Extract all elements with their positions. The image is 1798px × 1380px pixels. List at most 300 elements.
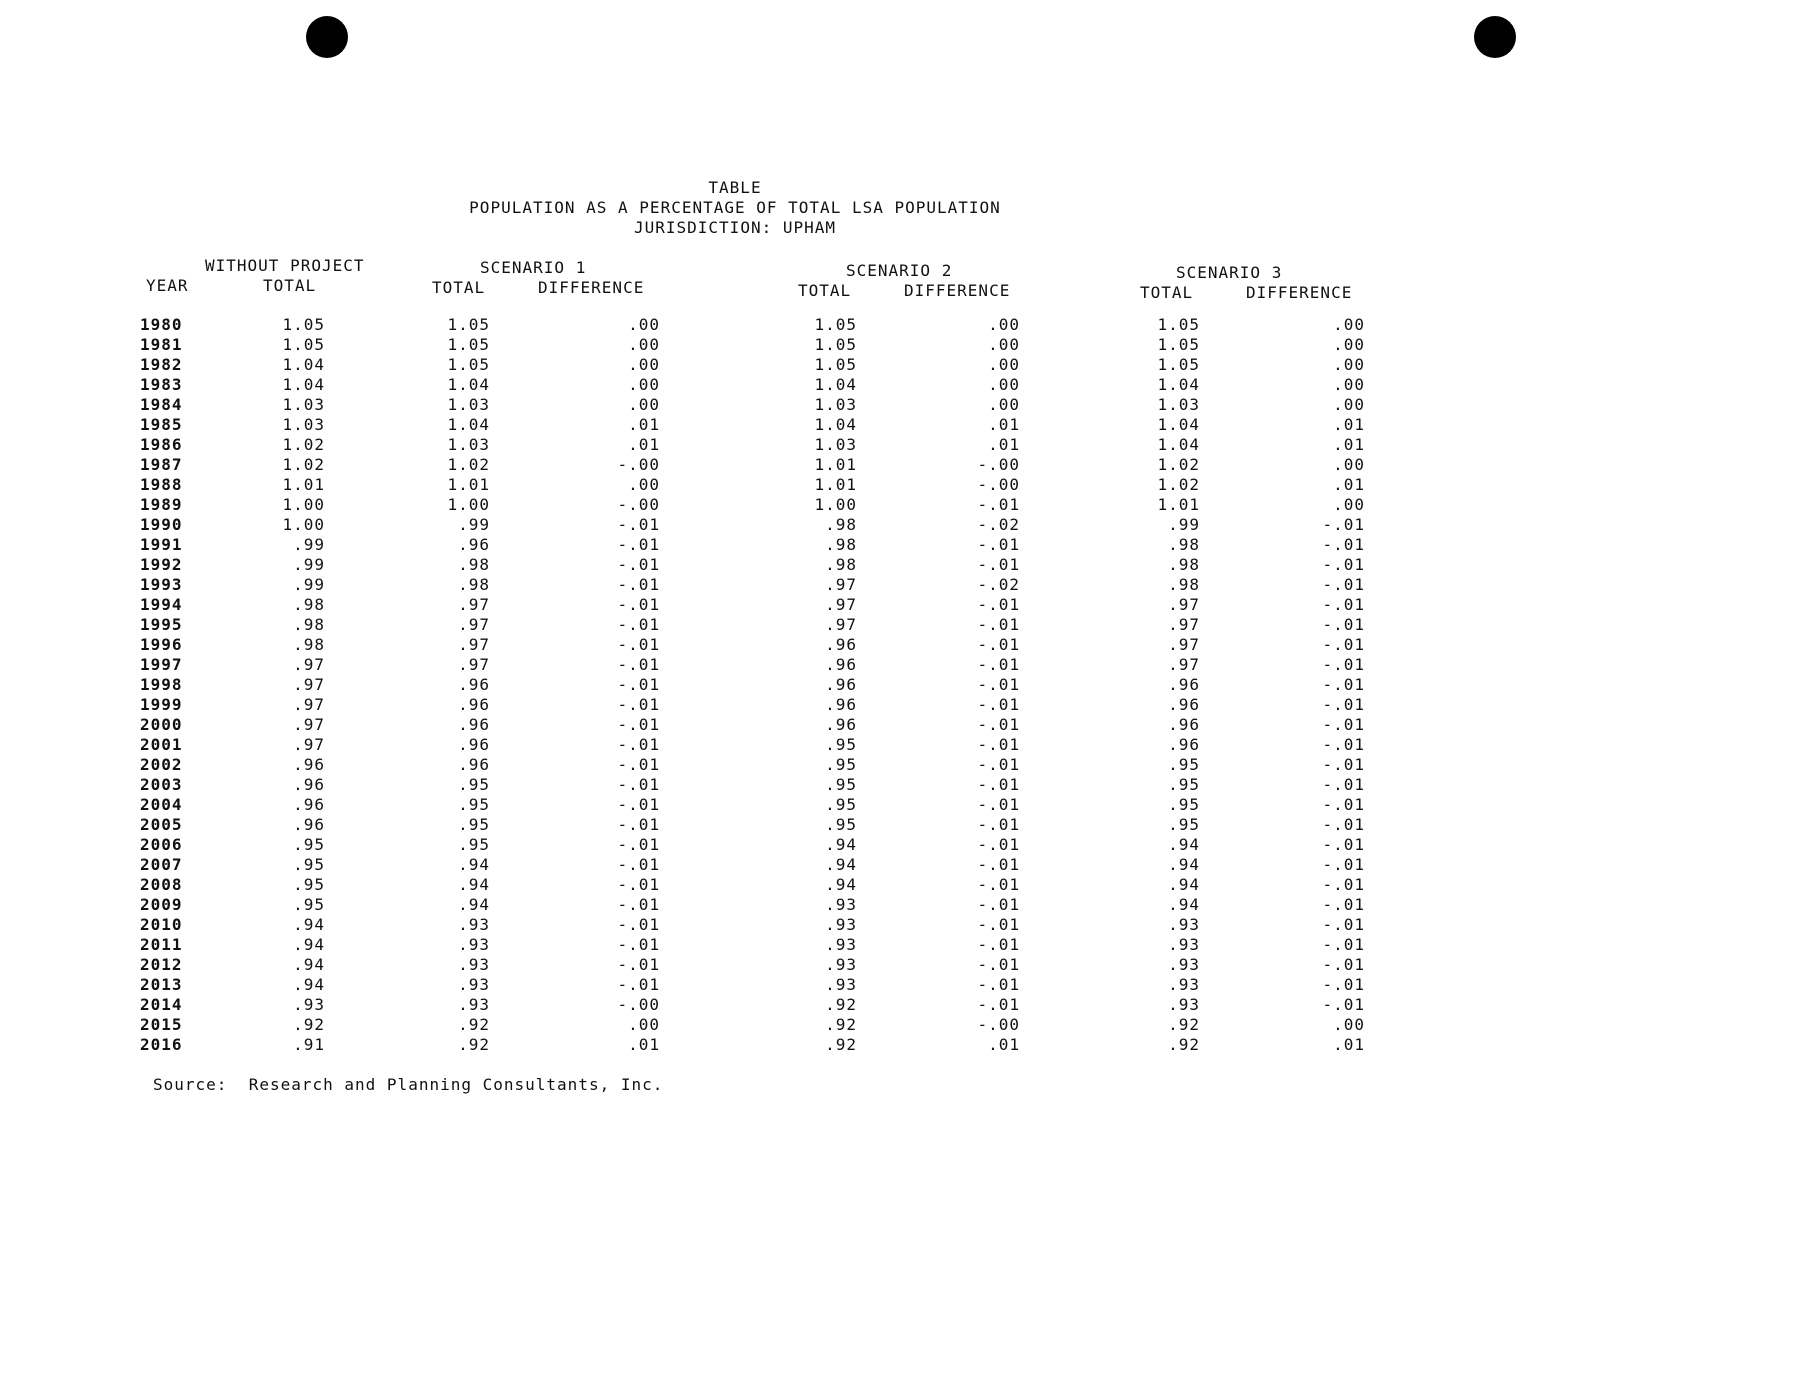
scenario-1-total-cell: 1.01 <box>447 475 490 494</box>
without-project-total-cell: 1.02 <box>282 455 325 474</box>
without-project-total-cell: .94 <box>293 955 325 974</box>
scenario-3-total-cell: .97 <box>1168 595 1200 614</box>
scenario-2-difference-cell: .01 <box>988 435 1020 454</box>
without-project-total-cell: 1.04 <box>282 375 325 394</box>
without-project-total-cell: .99 <box>293 575 325 594</box>
scenario-3-difference-cell: -.01 <box>1322 755 1365 774</box>
scenario-1-difference-cell: -.00 <box>617 495 660 514</box>
scenario-2-total-cell: .97 <box>825 615 857 634</box>
scenario-1-total-cell: .95 <box>458 775 490 794</box>
without-project-total-cell: .96 <box>293 775 325 794</box>
scenario-2-difference-cell: -.01 <box>977 615 1020 634</box>
scenario-2-difference-cell: -.01 <box>977 935 1020 954</box>
table-row <box>0 515 1798 535</box>
header-scenario-3-total: TOTAL <box>1140 283 1194 302</box>
scenario-3-difference-cell: -.01 <box>1322 915 1365 934</box>
scenario-3-difference-cell: -.01 <box>1322 575 1365 594</box>
table-row <box>0 915 1798 935</box>
scenario-2-total-cell: .96 <box>825 715 857 734</box>
without-project-total-cell: 1.00 <box>282 515 325 534</box>
scenario-3-difference-cell: -.01 <box>1322 795 1365 814</box>
scenario-3-difference-cell: -.01 <box>1322 515 1365 534</box>
table-row <box>0 835 1798 855</box>
scenario-3-difference-cell: .00 <box>1333 355 1365 374</box>
scenario-1-difference-cell: .00 <box>628 475 660 494</box>
table-row <box>0 875 1798 895</box>
scenario-2-difference-cell: .00 <box>988 355 1020 374</box>
table-row <box>0 415 1798 435</box>
scenario-3-difference-cell: -.01 <box>1322 775 1365 794</box>
scenario-2-total-cell: .93 <box>825 955 857 974</box>
table-row <box>0 995 1798 1015</box>
year-cell: 1997 <box>140 655 183 674</box>
scenario-1-difference-cell: -.01 <box>617 855 660 874</box>
table-row <box>0 435 1798 455</box>
without-project-total-cell: .97 <box>293 715 325 734</box>
year-cell: 1995 <box>140 615 183 634</box>
scenario-1-difference-cell: .00 <box>628 315 660 334</box>
header-scenario-1: SCENARIO 1 <box>480 258 587 277</box>
header-scenario-2-total: TOTAL <box>798 281 852 300</box>
scenario-1-total-cell: .96 <box>458 535 490 554</box>
scenario-2-difference-cell: -.01 <box>977 735 1020 754</box>
table-row <box>0 315 1798 335</box>
table-row <box>0 775 1798 795</box>
scenario-1-difference-cell: -.01 <box>617 515 660 534</box>
scenario-3-total-cell: .95 <box>1168 815 1200 834</box>
table-row <box>0 735 1798 755</box>
scenario-1-total-cell: 1.05 <box>447 355 490 374</box>
scenario-1-difference-cell: -.01 <box>617 675 660 694</box>
scenario-2-total-cell: .92 <box>825 1015 857 1034</box>
without-project-total-cell: .98 <box>293 595 325 614</box>
scenario-2-total-cell: .95 <box>825 755 857 774</box>
scenario-2-difference-cell: -.01 <box>977 675 1020 694</box>
scenario-3-difference-cell: -.01 <box>1322 895 1365 914</box>
scenario-3-total-cell: 1.05 <box>1157 355 1200 374</box>
scenario-1-total-cell: 1.04 <box>447 375 490 394</box>
year-cell: 1994 <box>140 595 183 614</box>
scenario-1-difference-cell: -.01 <box>617 875 660 894</box>
without-project-total-cell: .98 <box>293 635 325 654</box>
year-cell: 1998 <box>140 675 183 694</box>
scenario-1-difference-cell: -.01 <box>617 955 660 974</box>
scenario-3-total-cell: 1.05 <box>1157 335 1200 354</box>
scenario-2-total-cell: 1.05 <box>814 335 857 354</box>
table-row <box>0 855 1798 875</box>
table-row <box>0 1015 1798 1035</box>
year-cell: 2006 <box>140 835 183 854</box>
scenario-2-difference-cell: -.01 <box>977 995 1020 1014</box>
scenario-1-total-cell: .93 <box>458 955 490 974</box>
scenario-3-total-cell: .95 <box>1168 755 1200 774</box>
scenario-3-difference-cell: -.01 <box>1322 615 1365 634</box>
year-cell: 1996 <box>140 635 183 654</box>
scenario-2-total-cell: 1.04 <box>814 415 857 434</box>
year-cell: 1984 <box>140 395 183 414</box>
scenario-2-difference-cell: -.01 <box>977 815 1020 834</box>
year-cell: 2015 <box>140 1015 183 1034</box>
scenario-1-total-cell: .99 <box>458 515 490 534</box>
scenario-2-total-cell: .98 <box>825 535 857 554</box>
year-cell: 1993 <box>140 575 183 594</box>
scenario-3-difference-cell: .01 <box>1333 415 1365 434</box>
scenario-1-difference-cell: -.01 <box>617 555 660 574</box>
table-row <box>0 975 1798 995</box>
without-project-total-cell: .95 <box>293 835 325 854</box>
year-cell: 2011 <box>140 935 183 954</box>
header-scenario-1-difference: DIFFERENCE <box>538 278 645 297</box>
table-subtitle: POPULATION AS A PERCENTAGE OF TOTAL LSA POPULATION <box>469 198 1001 217</box>
scenario-1-total-cell: 1.00 <box>447 495 490 514</box>
scenario-3-difference-cell: -.01 <box>1322 735 1365 754</box>
scenario-3-total-cell: .97 <box>1168 655 1200 674</box>
scenario-3-total-cell: .95 <box>1168 795 1200 814</box>
scenario-1-difference-cell: -.01 <box>617 815 660 834</box>
scenario-1-total-cell: .95 <box>458 835 490 854</box>
scenario-1-total-cell: .97 <box>458 635 490 654</box>
scenario-2-difference-cell: .00 <box>988 335 1020 354</box>
table-row <box>0 795 1798 815</box>
year-cell: 2007 <box>140 855 183 874</box>
table-row <box>0 615 1798 635</box>
scenario-1-total-cell: .93 <box>458 915 490 934</box>
scenario-3-difference-cell: -.01 <box>1322 555 1365 574</box>
scenario-1-difference-cell: -.00 <box>617 995 660 1014</box>
scenario-1-total-cell: .94 <box>458 895 490 914</box>
scenario-1-difference-cell: -.00 <box>617 455 660 474</box>
scenario-2-total-cell: .93 <box>825 935 857 954</box>
scenario-1-difference-cell: .01 <box>628 415 660 434</box>
without-project-total-cell: .97 <box>293 735 325 754</box>
year-cell: 1992 <box>140 555 183 574</box>
scenario-1-difference-cell: -.01 <box>617 715 660 734</box>
scenario-1-total-cell: 1.03 <box>447 395 490 414</box>
scenario-1-difference-cell: -.01 <box>617 775 660 794</box>
year-cell: 1986 <box>140 435 183 454</box>
header-scenario-2: SCENARIO 2 <box>846 261 953 280</box>
table-row <box>0 715 1798 735</box>
scenario-3-total-cell: 1.02 <box>1157 455 1200 474</box>
scenario-2-difference-cell: -.01 <box>977 715 1020 734</box>
scenario-1-difference-cell: .00 <box>628 355 660 374</box>
scenario-3-total-cell: .94 <box>1168 835 1200 854</box>
scenario-3-difference-cell: -.01 <box>1322 655 1365 674</box>
scenario-1-difference-cell: -.01 <box>617 755 660 774</box>
scenario-1-difference-cell: .00 <box>628 335 660 354</box>
scenario-3-total-cell: .94 <box>1168 875 1200 894</box>
table-row <box>0 555 1798 575</box>
scenario-1-difference-cell: -.01 <box>617 935 660 954</box>
without-project-total-cell: .91 <box>293 1035 325 1054</box>
header-year: YEAR <box>146 276 189 295</box>
scenario-3-total-cell: 1.04 <box>1157 375 1200 394</box>
scenario-3-difference-cell: -.01 <box>1322 535 1365 554</box>
scenario-1-total-cell: .94 <box>458 875 490 894</box>
scenario-1-total-cell: 1.03 <box>447 435 490 454</box>
year-cell: 2009 <box>140 895 183 914</box>
scenario-2-difference-cell: -.01 <box>977 855 1020 874</box>
scenario-2-total-cell: .93 <box>825 895 857 914</box>
scenario-3-difference-cell: -.01 <box>1322 675 1365 694</box>
scenario-1-total-cell: .97 <box>458 615 490 634</box>
scenario-3-total-cell: 1.04 <box>1157 415 1200 434</box>
table-row <box>0 535 1798 555</box>
scenario-3-difference-cell: -.01 <box>1322 815 1365 834</box>
table-row <box>0 1035 1798 1055</box>
scenario-1-difference-cell: -.01 <box>617 835 660 854</box>
scenario-3-difference-cell: -.01 <box>1322 635 1365 654</box>
scenario-2-difference-cell: -.01 <box>977 695 1020 714</box>
table-row <box>0 815 1798 835</box>
table-title: TABLE <box>708 178 762 197</box>
without-project-total-cell: .96 <box>293 795 325 814</box>
scenario-3-difference-cell: -.01 <box>1322 875 1365 894</box>
scenario-3-total-cell: .96 <box>1168 675 1200 694</box>
year-cell: 1988 <box>140 475 183 494</box>
binder-hole-left <box>306 16 348 58</box>
year-cell: 1981 <box>140 335 183 354</box>
scenario-2-total-cell: .97 <box>825 595 857 614</box>
scenario-1-total-cell: .95 <box>458 795 490 814</box>
scenario-1-total-cell: .96 <box>458 715 490 734</box>
without-project-total-cell: 1.04 <box>282 355 325 374</box>
table-row <box>0 935 1798 955</box>
scenario-3-difference-cell: .01 <box>1333 435 1365 454</box>
table-row <box>0 955 1798 975</box>
scenario-3-difference-cell: -.01 <box>1322 995 1365 1014</box>
scenario-2-difference-cell: .00 <box>988 375 1020 394</box>
scenario-1-difference-cell: .00 <box>628 375 660 394</box>
year-cell: 2010 <box>140 915 183 934</box>
without-project-total-cell: .97 <box>293 655 325 674</box>
scenario-2-difference-cell: -.00 <box>977 455 1020 474</box>
scenario-3-difference-cell: .01 <box>1333 1035 1365 1054</box>
year-cell: 2016 <box>140 1035 183 1054</box>
scenario-1-total-cell: .98 <box>458 575 490 594</box>
scenario-2-difference-cell: .01 <box>988 1035 1020 1054</box>
scenario-3-difference-cell: .00 <box>1333 455 1365 474</box>
table-title-block <box>395 178 1075 238</box>
without-project-total-cell: .99 <box>293 555 325 574</box>
scenario-3-total-cell: 1.03 <box>1157 395 1200 414</box>
without-project-total-cell: .93 <box>293 995 325 1014</box>
without-project-total-cell: .94 <box>293 975 325 994</box>
year-cell: 1985 <box>140 415 183 434</box>
header-scenario-1-total: TOTAL <box>432 278 486 297</box>
year-cell: 2014 <box>140 995 183 1014</box>
scenario-1-difference-cell: -.01 <box>617 655 660 674</box>
scenario-1-total-cell: .97 <box>458 655 490 674</box>
without-project-total-cell: 1.00 <box>282 495 325 514</box>
scenario-2-difference-cell: .01 <box>988 415 1020 434</box>
table-row <box>0 395 1798 415</box>
scenario-2-difference-cell: .00 <box>988 315 1020 334</box>
header-scenario-3-difference: DIFFERENCE <box>1246 283 1353 302</box>
scenario-3-total-cell: .98 <box>1168 575 1200 594</box>
without-project-total-cell: .95 <box>293 855 325 874</box>
scenario-2-total-cell: .95 <box>825 775 857 794</box>
year-cell: 2008 <box>140 875 183 894</box>
scenario-1-difference-cell: .00 <box>628 1015 660 1034</box>
scenario-3-difference-cell: -.01 <box>1322 935 1365 954</box>
scenario-3-total-cell: .98 <box>1168 535 1200 554</box>
scenario-3-total-cell: .98 <box>1168 555 1200 574</box>
scenario-2-total-cell: 1.05 <box>814 315 857 334</box>
year-cell: 2012 <box>140 955 183 974</box>
scenario-2-difference-cell: -.01 <box>977 535 1020 554</box>
scenario-3-total-cell: .94 <box>1168 855 1200 874</box>
scenario-3-difference-cell: -.01 <box>1322 835 1365 854</box>
without-project-total-cell: 1.03 <box>282 395 325 414</box>
scenario-1-total-cell: .93 <box>458 975 490 994</box>
without-project-total-cell: .98 <box>293 615 325 634</box>
scenario-2-total-cell: 1.03 <box>814 435 857 454</box>
scenario-2-total-cell: .98 <box>825 515 857 534</box>
scenario-3-total-cell: 1.04 <box>1157 435 1200 454</box>
scenario-3-difference-cell: .00 <box>1333 335 1365 354</box>
scenario-3-total-cell: 1.05 <box>1157 315 1200 334</box>
scenario-1-difference-cell: -.01 <box>617 575 660 594</box>
scenario-3-total-cell: .97 <box>1168 615 1200 634</box>
scenario-3-difference-cell: -.01 <box>1322 715 1365 734</box>
scenario-3-difference-cell: -.01 <box>1322 855 1365 874</box>
scenario-2-difference-cell: -.01 <box>977 755 1020 774</box>
table-row <box>0 495 1798 515</box>
scenario-2-difference-cell: -.01 <box>977 775 1020 794</box>
scenario-3-difference-cell: .00 <box>1333 1015 1365 1034</box>
year-cell: 1980 <box>140 315 183 334</box>
scenario-1-difference-cell: -.01 <box>617 975 660 994</box>
scenario-2-total-cell: .94 <box>825 855 857 874</box>
scenario-2-total-cell: 1.05 <box>814 355 857 374</box>
table-row <box>0 675 1798 695</box>
without-project-total-cell: 1.02 <box>282 435 325 454</box>
table-row <box>0 375 1798 395</box>
scenario-1-total-cell: .96 <box>458 735 490 754</box>
scenario-2-difference-cell: -.01 <box>977 895 1020 914</box>
scenario-1-total-cell: .93 <box>458 935 490 954</box>
scenario-1-total-cell: 1.05 <box>447 335 490 354</box>
scenario-1-difference-cell: -.01 <box>617 635 660 654</box>
scenario-3-total-cell: .93 <box>1168 915 1200 934</box>
scenario-2-difference-cell: -.02 <box>977 575 1020 594</box>
table-row <box>0 655 1798 675</box>
scenario-2-difference-cell: -.00 <box>977 1015 1020 1034</box>
scenario-3-difference-cell: .00 <box>1333 395 1365 414</box>
year-cell: 2000 <box>140 715 183 734</box>
year-cell: 2003 <box>140 775 183 794</box>
without-project-total-cell: .97 <box>293 695 325 714</box>
scenario-1-total-cell: .97 <box>458 595 490 614</box>
scenario-2-total-cell: .92 <box>825 995 857 1014</box>
scenario-3-total-cell: .96 <box>1168 715 1200 734</box>
without-project-total-cell: 1.01 <box>282 475 325 494</box>
table-row <box>0 595 1798 615</box>
scenario-2-difference-cell: -.01 <box>977 635 1020 654</box>
scenario-2-total-cell: .95 <box>825 795 857 814</box>
scenario-2-total-cell: 1.04 <box>814 375 857 394</box>
data-table-body <box>0 315 1798 1055</box>
year-cell: 1989 <box>140 495 183 514</box>
scenario-1-total-cell: .96 <box>458 695 490 714</box>
without-project-total-cell: .94 <box>293 915 325 934</box>
scenario-3-difference-cell: -.01 <box>1322 975 1365 994</box>
header-without-project: WITHOUT PROJECT <box>205 256 365 275</box>
scenario-1-difference-cell: .01 <box>628 435 660 454</box>
scenario-2-total-cell: .92 <box>825 1035 857 1054</box>
scenario-3-difference-cell: .01 <box>1333 475 1365 494</box>
without-project-total-cell: 1.05 <box>282 315 325 334</box>
header-without-project-total: TOTAL <box>263 276 317 295</box>
scenario-2-total-cell: .94 <box>825 835 857 854</box>
year-cell: 1982 <box>140 355 183 374</box>
scenario-1-difference-cell: -.01 <box>617 915 660 934</box>
without-project-total-cell: .99 <box>293 535 325 554</box>
scenario-1-difference-cell: -.01 <box>617 535 660 554</box>
scenario-1-difference-cell: .01 <box>628 1035 660 1054</box>
scenario-3-total-cell: .92 <box>1168 1015 1200 1034</box>
scenario-2-difference-cell: -.01 <box>977 975 1020 994</box>
without-project-total-cell: .96 <box>293 815 325 834</box>
scenario-3-total-cell: .94 <box>1168 895 1200 914</box>
without-project-total-cell: .95 <box>293 875 325 894</box>
year-cell: 2004 <box>140 795 183 814</box>
scenario-2-difference-cell: -.01 <box>977 875 1020 894</box>
year-cell: 1983 <box>140 375 183 394</box>
scenario-3-difference-cell: .00 <box>1333 495 1365 514</box>
year-cell: 1991 <box>140 535 183 554</box>
without-project-total-cell: 1.03 <box>282 415 325 434</box>
scenario-3-total-cell: .92 <box>1168 1035 1200 1054</box>
scenario-2-total-cell: .96 <box>825 655 857 674</box>
without-project-total-cell: .96 <box>293 755 325 774</box>
scenario-3-difference-cell: -.01 <box>1322 695 1365 714</box>
scenario-3-difference-cell: -.01 <box>1322 595 1365 614</box>
header-scenario-3: SCENARIO 3 <box>1176 263 1283 282</box>
scenario-1-total-cell: .92 <box>458 1015 490 1034</box>
scenario-1-difference-cell: -.01 <box>617 735 660 754</box>
scenario-2-difference-cell: .00 <box>988 395 1020 414</box>
scenario-1-difference-cell: -.01 <box>617 695 660 714</box>
scenario-1-difference-cell: .00 <box>628 395 660 414</box>
table-row <box>0 455 1798 475</box>
scenario-2-difference-cell: -.01 <box>977 595 1020 614</box>
year-cell: 1987 <box>140 455 183 474</box>
year-cell: 2013 <box>140 975 183 994</box>
table-row <box>0 335 1798 355</box>
scenario-3-difference-cell: .00 <box>1333 315 1365 334</box>
scenario-2-total-cell: .96 <box>825 695 857 714</box>
scenario-1-total-cell: .95 <box>458 815 490 834</box>
scenario-1-total-cell: .93 <box>458 995 490 1014</box>
scenario-2-difference-cell: -.01 <box>977 555 1020 574</box>
without-project-total-cell: 1.05 <box>282 335 325 354</box>
table-row <box>0 695 1798 715</box>
scenario-2-difference-cell: -.01 <box>977 955 1020 974</box>
scenario-2-total-cell: .97 <box>825 575 857 594</box>
scenario-2-total-cell: 1.01 <box>814 455 857 474</box>
scenario-2-total-cell: 1.01 <box>814 475 857 494</box>
year-cell: 1999 <box>140 695 183 714</box>
scenario-1-difference-cell: -.01 <box>617 595 660 614</box>
without-project-total-cell: .94 <box>293 935 325 954</box>
scenario-3-difference-cell: .00 <box>1333 375 1365 394</box>
scenario-3-total-cell: .99 <box>1168 515 1200 534</box>
scenario-3-total-cell: .96 <box>1168 695 1200 714</box>
scenario-2-total-cell: .93 <box>825 975 857 994</box>
scenario-2-total-cell: .94 <box>825 875 857 894</box>
